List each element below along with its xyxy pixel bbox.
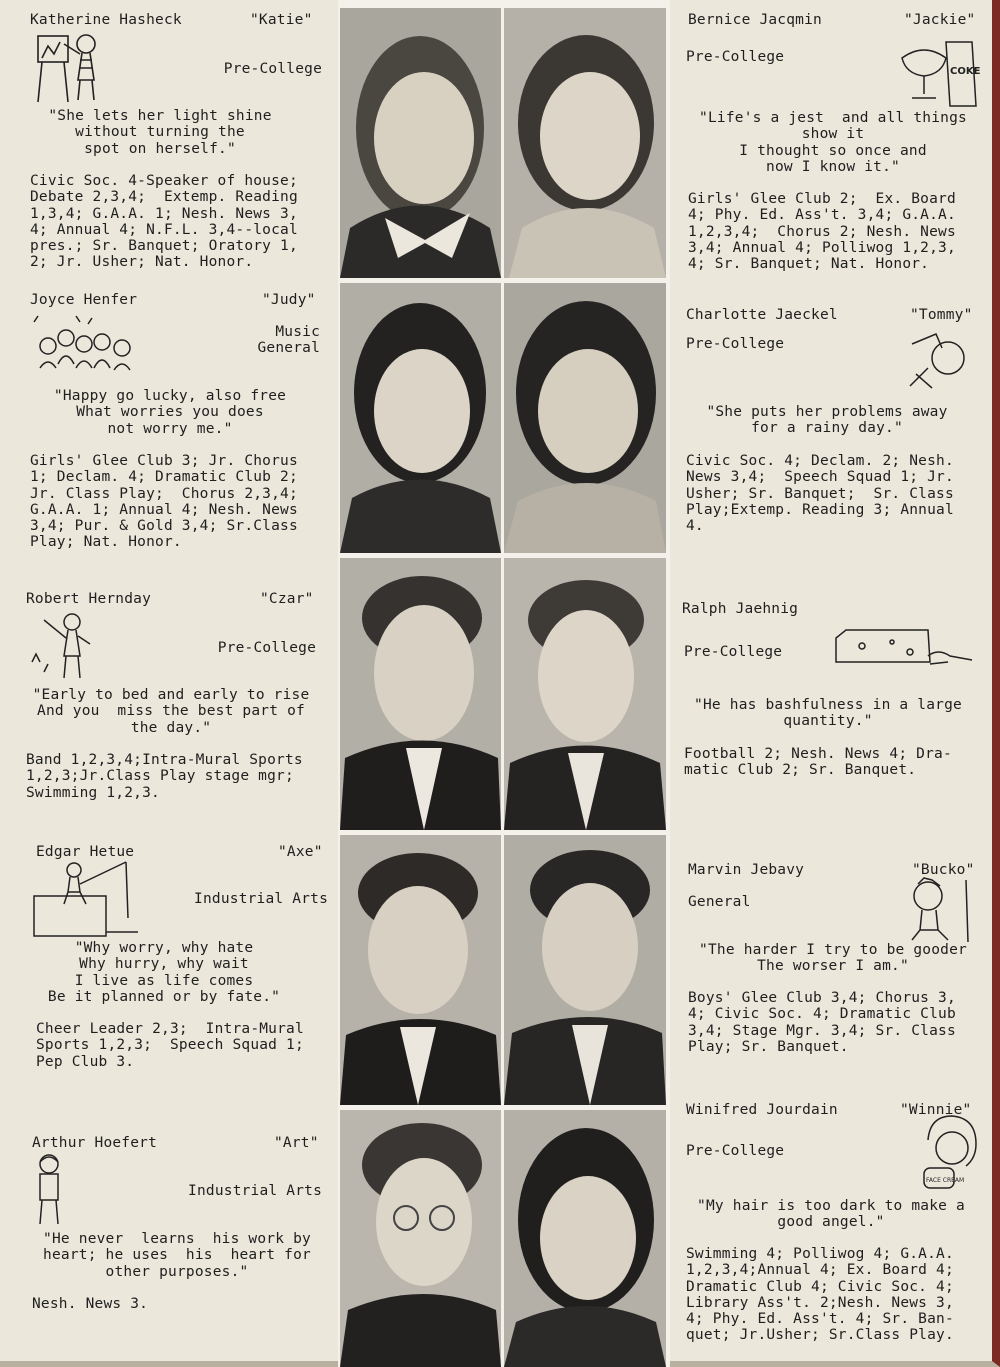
student-activities: Swimming 4; Polliwog 4; G.A.A. 1,2,3,4;Annual 4; Ex. Board 4; Dramatic Club 4; Civic Soc. 4; Library Ass't. 2;Nesh. News 3, 4; Phy. Ed. Ass't. 4; Sr. Ban- quet; Jr.Usher; Sr.Class Play. <box>686 1246 954 1344</box>
student-course: Pre-College <box>223 61 322 77</box>
student-name: Winifred Jourdain <box>686 1102 838 1118</box>
imp-sketch-icon <box>900 876 980 944</box>
student-quote: "Life's a jest and all things show it I thought so once and now I know it." <box>699 110 967 175</box>
student-name: Joyce Henfer <box>30 292 138 308</box>
girl-cream-sketch-icon <box>918 1114 982 1196</box>
student-activities: Cheer Leader 2,3; Intra-Mural Sports 1,2,3; Speech Squad 1; Pep Club 3. <box>36 1021 304 1070</box>
student-course: Pre-College <box>686 49 785 65</box>
student-activities: Boys' Glee Club 3,4; Chorus 3, 4; Civic Soc. 4; Dramatic Club 3,4; Stage Mgr. 3,4; Sr. Class Play; Sr. Banquet. <box>688 990 956 1055</box>
student-nickname: "Czar" <box>260 591 314 607</box>
student-course: Industrial Arts <box>188 1183 322 1199</box>
band-leader-sketch-icon <box>28 606 108 684</box>
student-course: General <box>688 894 751 910</box>
student-quote: "Why worry, why hate Why hurry, why wait I live as life comes Be it planned or by fate." <box>47 940 281 1005</box>
portrait-robert-hernday <box>340 558 501 830</box>
student-name: Bernice Jacqmin <box>688 12 822 28</box>
boy-sketch-icon <box>32 1152 66 1228</box>
student-nickname: "Bucko" <box>912 862 975 878</box>
student-nickname: "Axe" <box>278 844 323 860</box>
student-activities: Civic Soc. 4; Declam. 2; Nesh. News 3,4; Speech Squad 1; Jr. Usher; Sr. Banquet; Sr. Class Play;Extemp. Reading 3; Annual 4. <box>686 453 954 535</box>
cheese-mouse-sketch-icon <box>832 626 980 670</box>
student-course: Pre-College <box>684 644 783 660</box>
face-cream-label: FACE CREAM <box>926 1177 965 1184</box>
student-quote: "The harder I try to be gooder The worser I am." <box>699 942 967 975</box>
student-nickname: "Jackie" <box>904 12 976 28</box>
student-quote: "He has bashfulness in a large quantity." <box>694 697 962 730</box>
sundae-coke-sketch-icon <box>892 28 982 108</box>
portrait-edgar-hetue <box>340 835 501 1105</box>
student-activities: Nesh. News 3. <box>32 1296 149 1312</box>
student-course: Pre-College <box>686 336 785 352</box>
student-activities: Band 1,2,3,4;Intra-Mural Sports 1,2,3;Jr.Class Play stage mgr; Swimming 1,2,3. <box>26 752 303 801</box>
student-name: Robert Hernday <box>26 591 152 607</box>
student-activities: Football 2; Nesh. News 4; Dra- matic Club 2; Sr. Banquet. <box>684 746 952 779</box>
student-nickname: "Katie" <box>250 12 313 28</box>
portrait-marvin-jebavy <box>504 835 666 1105</box>
student-course: Pre-College <box>217 640 316 656</box>
student-name: Ralph Jaehnig <box>682 601 799 617</box>
student-nickname: "Art" <box>274 1135 319 1151</box>
student-quote: "Happy go lucky, also free What worries you does not worry me." <box>53 388 287 437</box>
student-name: Arthur Hoefert <box>32 1135 158 1151</box>
student-quote: "Early to bed and early to rise And you miss the best part of the day." <box>32 687 310 736</box>
portrait-arthur-hoefert <box>340 1110 501 1367</box>
student-name: Edgar Hetue <box>36 844 135 860</box>
student-nickname: "Tommy" <box>910 307 973 323</box>
student-course: Industrial Arts <box>194 891 328 907</box>
portrait-bernice-jacqmin <box>504 8 666 278</box>
teacher-sketch-icon <box>34 30 106 104</box>
portrait-joyce-henfer <box>340 283 501 553</box>
girl-profile-sketch-icon <box>902 328 974 394</box>
student-course: Music <box>275 324 320 340</box>
student-quote: "My hair is too dark to make a good angel." <box>697 1198 965 1231</box>
student-course: General <box>257 340 320 356</box>
student-quote: "She lets her light shine without turning the spot on herself." <box>48 108 272 157</box>
student-quote: "She puts her problems away for a rainy day." <box>706 404 948 437</box>
student-activities: Civic Soc. 4-Speaker of house; Debate 2,3,4; Extemp. Reading 1,3,4; G.A.A. 1; Nesh. News 3, 4; Annual 4; N.F.L. 3,4--local pres.; Sr. Banquet; Oratory 1, 2; Jr. Usher; Nat. Honor. <box>30 173 298 271</box>
portrait-ralph-jaehnig <box>504 558 666 830</box>
student-course: Pre-College <box>686 1143 785 1159</box>
student-name: Katherine Hasheck <box>30 12 182 28</box>
student-nickname: "Winnie" <box>900 1102 972 1118</box>
student-activities: Girls' Glee Club 3; Jr. Chorus 1; Declam. 4; Dramatic Club 2; Jr. Class Play; Chorus 2,3,4; G.A.A. 1; Annual 4; Nesh. News 3,4; Pur. & Gold 3,4; Sr.Class Play; Nat. Honor. <box>30 453 298 551</box>
chorus-sketch-icon <box>28 312 136 372</box>
portrait-winifred-jourdain <box>504 1110 666 1367</box>
student-activities: Girls' Glee Club 2; Ex. Board 4; Phy. Ed. Ass't. 3,4; G.A.A. 1,2,3,4; Chorus 2; Nesh. News 3,4; Annual 4; Polliwog 1,2,3, 4; Sr. Banquet; Nat. Honor. <box>688 191 956 273</box>
coke-label: COKE <box>950 66 981 77</box>
fisherman-sketch-icon <box>30 858 140 938</box>
portrait-katherine-hasheck <box>340 8 501 278</box>
portrait-charlotte-jaeckel <box>504 283 666 553</box>
student-name: Marvin Jebavy <box>688 862 805 878</box>
student-name: Charlotte Jaeckel <box>686 307 838 323</box>
student-entry-arthur-hoefert <box>32 1135 332 1325</box>
student-nickname: "Judy" <box>262 292 316 308</box>
student-quote: "He never learns his work by heart; he uses his heart for other purposes." <box>43 1231 311 1280</box>
